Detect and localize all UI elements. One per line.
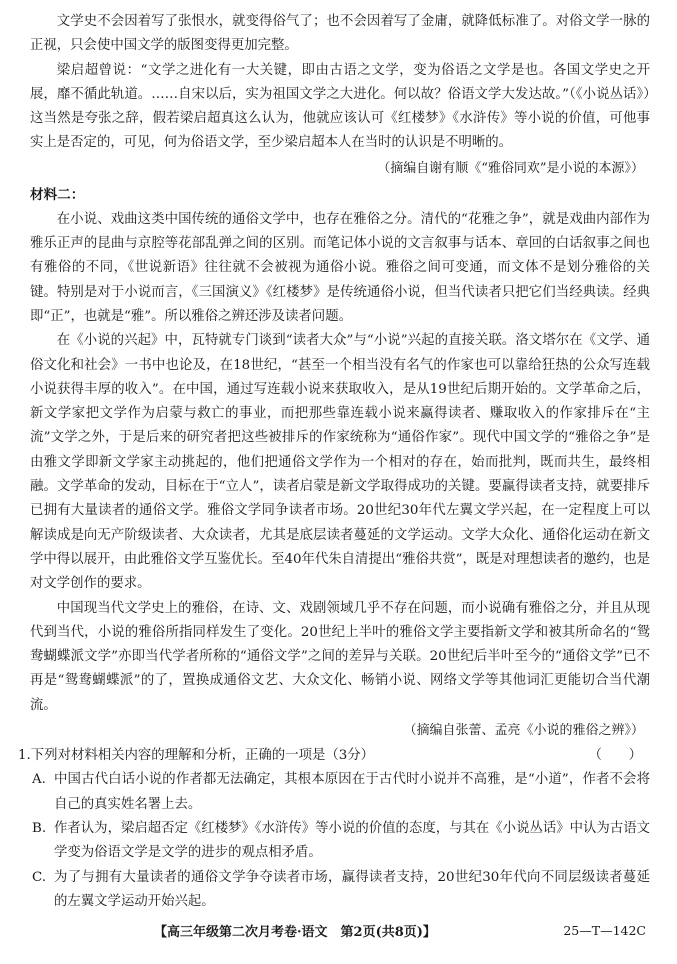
question-1-stem [18,744,650,768]
option-a [32,768,650,817]
page-footer [30,921,650,940]
source-citation-2: （摘编自张蕾、孟亮《小说的雅俗之辨》） [403,723,644,739]
option-c-text: 为了与拥有大量读者的通俗文学争夺读者市场，赢得读者支持，20世纪30年代向不同层级读者蔓延的左翼文学运动开始兴起。 [54,869,650,909]
option-b [32,817,650,866]
option-a-letter: A. [32,772,46,788]
paragraph-5: 中国现当代文学史上的雅俗，在诗、文、戏剧领域几乎不存在问题，而小说确有雅俗之分，并且从现代到当代，小说的雅俗所指同样发生了变化。20世纪上半叶的雅俗文学主要指新文学和被其所命名的“鸳鸯蝴蝶派文学”亦即当代学者所称的“通俗文学”之间的差异与关联。20世纪后半叶至今的“通俗文学”已不再是“鸳鸯蝴蝶派”的了，置换成通俗文艺、大众文化、畅销小说、网络文学等其他词汇更能切合当代潮流。 [30,600,650,713]
paragraph-2: 梁启超曾说：“文学之进化有一大关键，即由古语之文学，变为俗语之文学是也。各国文学史之开展，靡不循此轨道。……自宋以后，实为祖国文学之大进化。何以故？俗语文学大发达故。”（《小说丛话》）这当然是夸张之辞，假若梁启超真这么认为，他就应该认可《红楼梦》《水浒传》等小说的价值，可他事实上是否定的，可见，何为俗语文学，至少梁启超本人在当时的认识是不明晰的。 [30,62,650,151]
material-2-heading: 材料二： [30,186,85,203]
paragraph-1: 文学史不会因着写了张恨水，就变得俗气了；也不会因着写了金庸，就降低标准了。对俗文学一脉的正视，只会使中国文学的版图变得更加完整。 [30,14,650,54]
answer-blank: （ ） [588,748,642,764]
source-citation-1: （摘编自谢有顺《“雅俗同欢”是小说的本源》） [377,160,644,176]
paragraph-4: 在《小说的兴起》中，瓦特就专门谈到“读者大众”与“小说”兴起的直接关联。洛文塔尔在《文学、通俗文化和社会》一书中也论及，在18世纪，“甚至一个相当没有名气的作家也可以靠给狂热的公众写连载小说获得丰厚的收入”。在中国，通过写连载小说来获取收入，是从19世纪后期开始的。文学革命之后，新文学家把文学作为启蒙与救亡的事业，而把那些靠连载小说来赢得读者、赚取收入的作家排斥在“主流”文学之外，于是后来的研究者把这些被排斥的作家统称为“通俗作家”。现代中国文学的“雅俗之争”是由雅文学即新文学家主动挑起的，他们把通俗文学作为一个相对的存在，始而批判，既而共生，最终相融。文学革命的发动，目标在于“立人”，读者启蒙是新文学取得成功的关键。要赢得读者支持，就要排斥已拥有大量读者的通俗文学。雅俗文学同争读者市场。20世纪30年代左翼文学兴起，在一定程度上可以解读成是向无产阶级读者、大众读者，尤其是底层读者蔓延的文学运动。文学大众化、通俗化运动在新文学中得以展开，由此雅俗文学互鉴优长。至40年代朱自清提出“雅俗共赏”，既是对理想读者的邀约，也是对文学创作的要求。 [30,333,650,592]
option-c [32,866,650,915]
question-1-text: 1.下列对材料相关内容的理解和分析，正确的一项是（3分） [18,748,375,764]
footer-title: 【高三年级第二次月考卷·语文 第2页(共8页)】 [154,925,436,940]
option-c-letter: C. [32,869,47,885]
option-b-text: 作者认为，梁启超否定《红楼梦》《水浒传》等小说的价值的态度，与其在《小说丛话》中认为古语文学变为俗语文学是文学的进步的观点相矛盾。 [54,820,650,861]
option-a-text: 中国古代白话小说的作者都无法确定，其根本原因在于古代时小说并不高雅，是“小道”，作者不会将自己的真实姓名署上去。 [54,772,650,812]
footer-code: 25—T—142C [563,923,646,938]
option-b-letter: B. [32,820,47,836]
exam-page [18,10,650,954]
paragraph-3: 在小说、戏曲这类中国传统的通俗文学中，也存在雅俗之分。清代的“花雅之争”，就是戏曲内部作为雅乐正声的昆曲与京腔等花部乱弹之间的区别。而笔记体小说的文言叙事与话本、章回的白话叙事之间也有雅俗的不同，《世说新语》往往就不会被视为通俗小说。雅俗之间可变通，而文体不是划分雅俗的关键。特别是对于小说而言，《三国演义》《红楼梦》是传统通俗小说，但当代读者只把它们当经典读。经典即“正”，也就是“雅”。所以雅俗之辨还涉及读者问题。 [30,211,650,324]
